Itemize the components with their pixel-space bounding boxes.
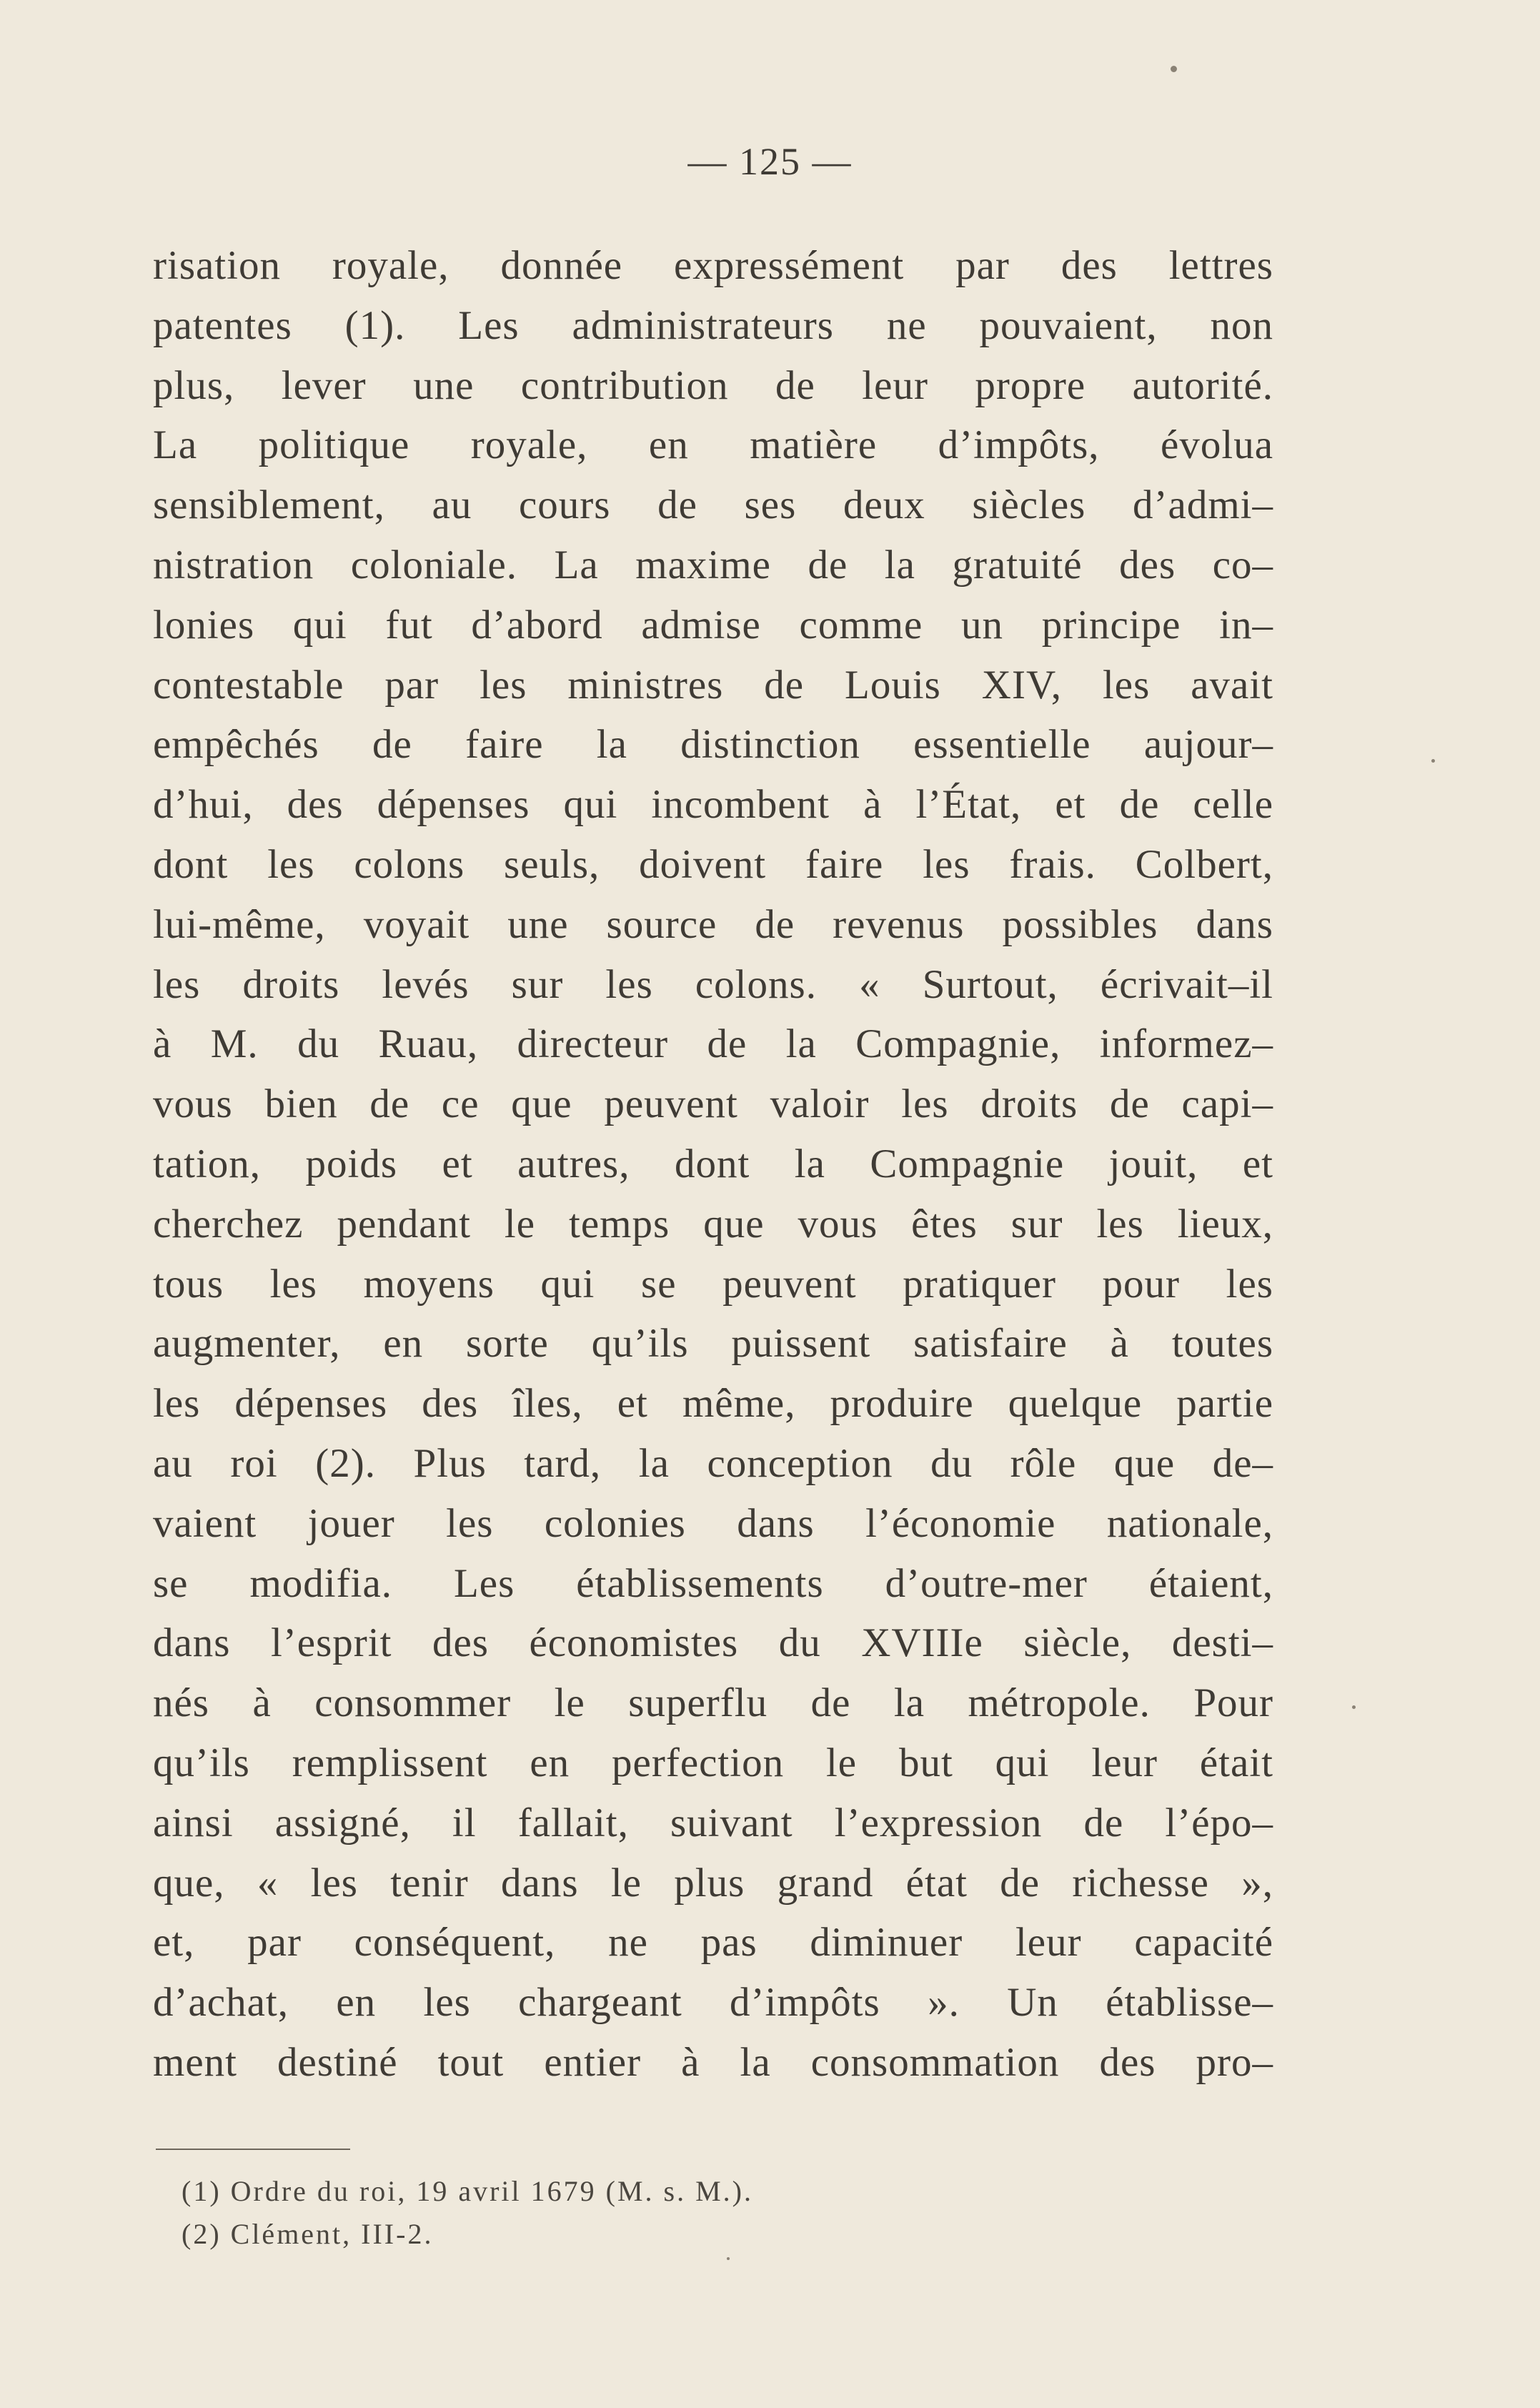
paper-speck [1431,759,1435,763]
text-line: cherchez pendant le temps que vous êtes sur les lieux, [153,1201,1273,1247]
text-line: vous bien de ce que peuvent valoir les droits de capi– [153,1081,1273,1127]
text-line: lonies qui fut d’abord admise comme un principe in– [153,602,1273,648]
text-line: à M. du Ruau, directeur de la Compagnie, informez– [153,1021,1273,1067]
text-line: vaient jouer les colonies dans l’économie nationale, [153,1500,1273,1546]
footnote-divider [156,2149,350,2150]
paper-speck [1171,66,1177,72]
text-line: les droits levés sur les colons. « Surtout, écrivait–il [153,961,1273,1007]
text-line: les dépenses des îles, et même, produire quelque partie [153,1381,1273,1427]
footnotes [182,2170,1039,2256]
text-line: sensiblement, au cours de ses deux siècles d’admi– [153,482,1273,528]
text-line: ainsi assigné, il fallait, suivant l’expression de l’épo– [153,1800,1273,1845]
text-line: contestable par les ministres de Louis XIV, les avait [153,662,1273,708]
text-line: empêchés de faire la distinction essentielle aujour– [153,722,1273,768]
text-line: tous les moyens qui se peuvent pratiquer pour les [153,1261,1273,1307]
text-line: risation royale, donnée expressément par des lettres [153,243,1273,288]
text-line: et, par conséquent, ne pas diminuer leur capacité [153,1920,1273,1966]
text-line: d’hui, des dépenses qui incombent à l’État, et de celle [153,782,1273,828]
text-line: tation, poids et autres, dont la Compagnie jouit, et [153,1141,1273,1186]
text-line: dont les colons seuls, doivent faire les frais. Colbert, [153,841,1273,887]
text-line: se modifia. Les établissements d’outre-mer étaient, [153,1560,1273,1606]
text-line: dans l’esprit des économistes du XVIIIe siècle, desti– [153,1620,1273,1666]
footnote: (1) Ordre du roi, 19 avril 1679 (M. s. M.). [182,2175,753,2207]
text-line: ment destiné tout entier à la consommation des pro– [153,2039,1273,2085]
text-line: La politique royale, en matière d’impôts, évolua [153,422,1273,468]
text-line: plus, lever une contribution de leur propre autorité. [153,362,1273,408]
text-line: nés à consommer le superflu de la métropole. Pour [153,1680,1273,1726]
text-line: au roi (2). Plus tard, la conception du rôle que de– [153,1440,1273,1486]
body-text [153,236,1273,2093]
text-line: nistration coloniale. La maxime de la gratuité des co– [153,542,1273,588]
text-line: augmenter, en sorte qu’ils puissent satisfaire à toutes [153,1321,1273,1367]
text-line: qu’ils remplissent en perfection le but qui leur était [153,1740,1273,1785]
text-line: d’achat, en les chargeant d’impôts ». Un établisse– [153,1980,1273,2026]
text-line: lui-même, voyait une source de revenus possibles dans [153,901,1273,947]
paper-speck [1352,1705,1356,1709]
text-line: que, « les tenir dans le plus grand état de richesse », [153,1860,1273,1906]
paper-speck [727,2257,730,2260]
page-number: — 125 — [687,140,853,183]
footnote: (2) Clément, III-2. [182,2218,434,2250]
text-line: patentes (1). Les administrateurs ne pouvaient, non [153,302,1273,348]
